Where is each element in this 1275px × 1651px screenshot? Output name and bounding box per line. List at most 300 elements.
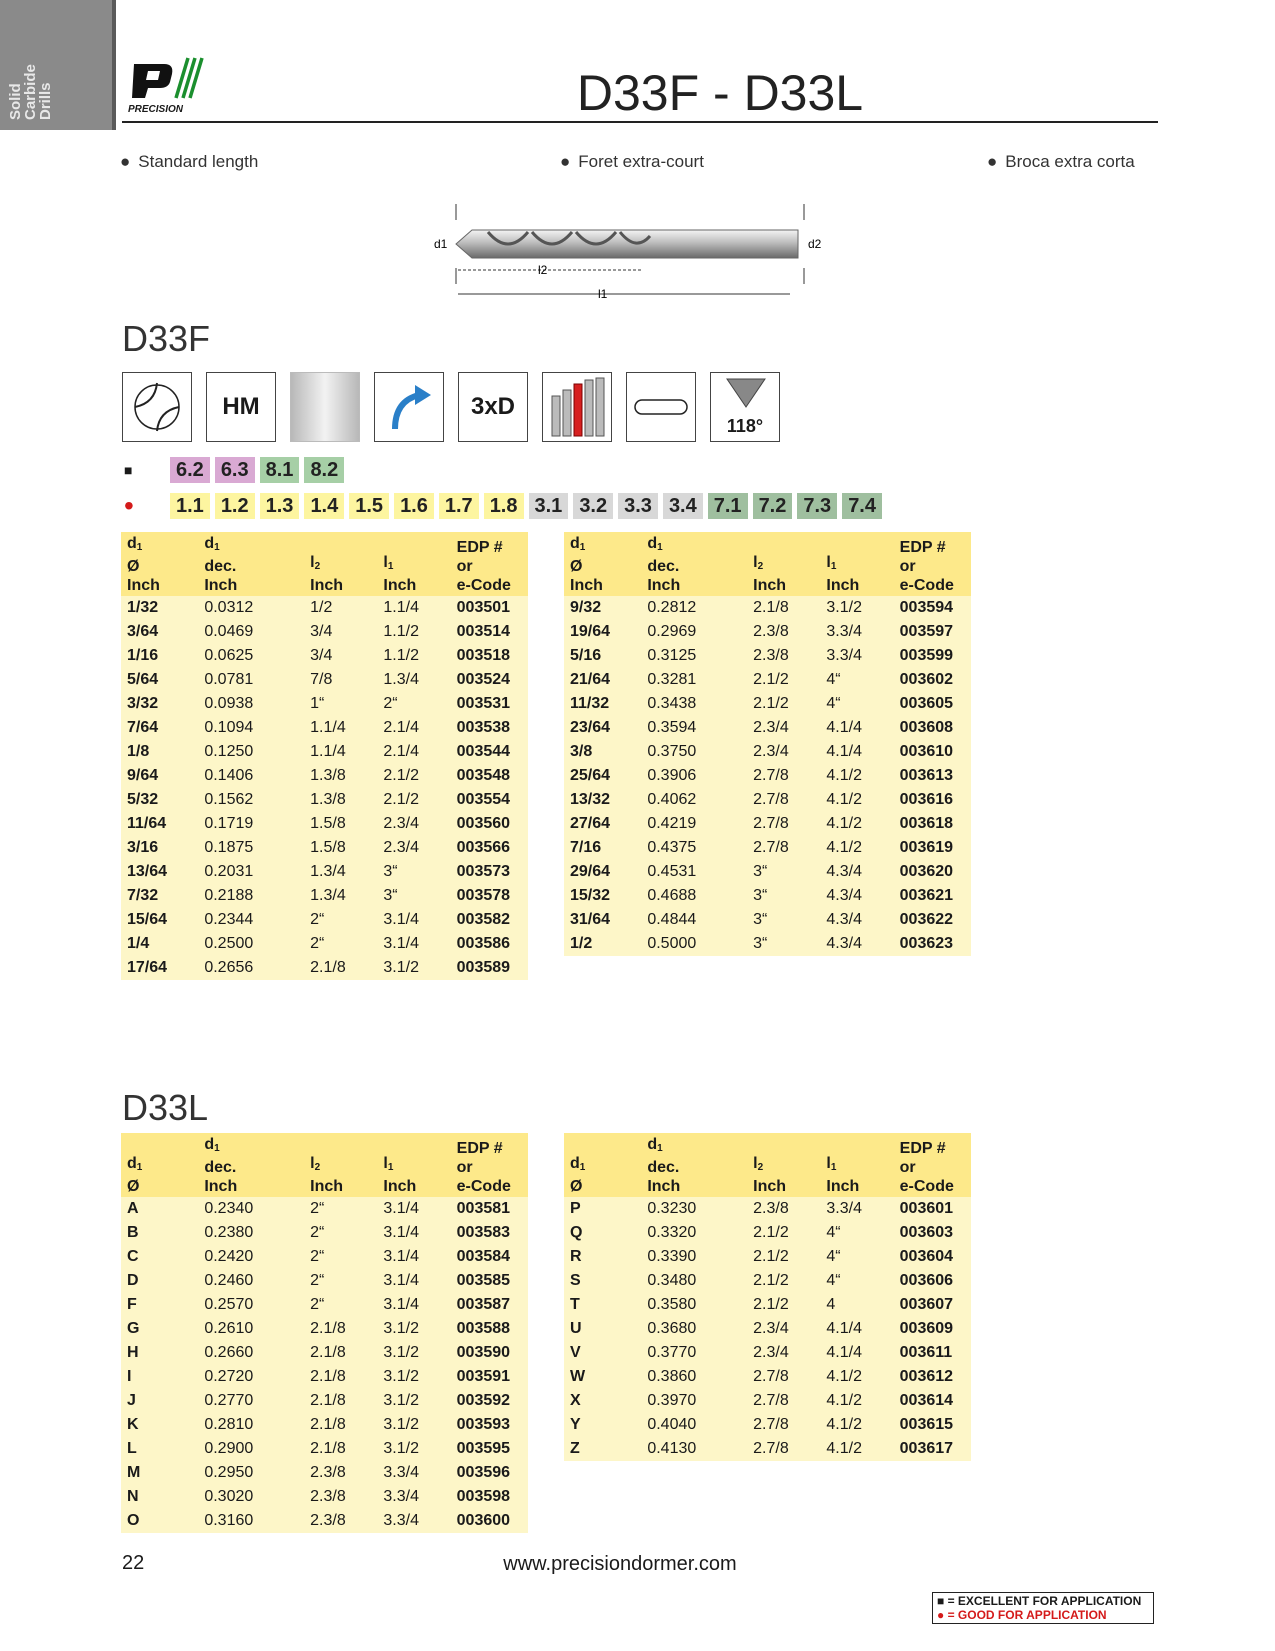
- table-cell: Z: [564, 1437, 641, 1461]
- section-title-d33f: D33F: [122, 318, 211, 359]
- page-number: 22: [122, 1552, 145, 1574]
- table-cell: 2.1/2: [377, 764, 450, 788]
- table-cell: 3.1/4: [377, 1245, 450, 1269]
- table-cell: 21/64: [564, 668, 641, 692]
- l1-label: l1: [598, 287, 608, 301]
- table-cell: 0.4219: [641, 812, 747, 836]
- table-cell: 9/32: [564, 596, 641, 620]
- table-cell: 3.1/2: [377, 956, 450, 980]
- table-cell: 4.3/4: [820, 860, 893, 884]
- table-row: [121, 620, 528, 644]
- table-cell: 0.3860: [641, 1365, 747, 1389]
- table-cell: C: [121, 1245, 198, 1269]
- table-cell: 3.1/4: [377, 1221, 450, 1245]
- table-cell: 2.1/2: [747, 1221, 820, 1245]
- material-chip: 1.6: [394, 493, 434, 519]
- table-cell: 0.3906: [641, 764, 747, 788]
- table-cell: 2.3/8: [747, 1197, 820, 1221]
- table-cell: 0.4844: [641, 908, 747, 932]
- table-cell: 15/64: [121, 908, 198, 932]
- table-cell: 0.2460: [198, 1269, 304, 1293]
- header-divider: [122, 121, 1158, 123]
- table-cell: 0.2720: [198, 1365, 304, 1389]
- table-cell: 3.1/2: [820, 596, 893, 620]
- column-header: $d_1$ dec. Inch: [198, 1133, 304, 1197]
- table-cell: 4.1/2: [820, 1389, 893, 1413]
- material-chip: 1.3: [260, 493, 300, 519]
- table-cell: 0.4040: [641, 1413, 747, 1437]
- table-cell: 13/64: [121, 860, 198, 884]
- table-cell: 4.1/2: [820, 764, 893, 788]
- right-hand-spiral-icon: [374, 372, 444, 442]
- table-cell: 2.3/4: [377, 812, 450, 836]
- table-cell: 003623: [894, 932, 971, 956]
- table-cell: 3.3/4: [820, 1197, 893, 1221]
- table-cell: 0.3020: [198, 1485, 304, 1509]
- table-cell: 3/4: [304, 644, 377, 668]
- good-dot-icon: •: [124, 490, 134, 521]
- d33l-table-right: [564, 1133, 971, 1461]
- table-cell: L: [121, 1437, 198, 1461]
- table-cell: 0.2570: [198, 1293, 304, 1317]
- table-cell: O: [121, 1509, 198, 1533]
- table-cell: 1/2: [564, 932, 641, 956]
- table-cell: 2.7/8: [747, 812, 820, 836]
- table-cell: 2.1/4: [377, 716, 450, 740]
- table-cell: 003566: [451, 836, 528, 860]
- table-cell: 0.3230: [641, 1197, 747, 1221]
- table-cell: 3/8: [564, 740, 641, 764]
- table-row: [564, 812, 971, 836]
- table-cell: 2.1/2: [747, 668, 820, 692]
- table-header-row: [121, 1133, 528, 1197]
- table-row: [121, 884, 528, 908]
- table-cell: 003618: [894, 812, 971, 836]
- table-cell: 003585: [451, 1269, 528, 1293]
- table-cell: 0.3594: [641, 716, 747, 740]
- table-cell: 003604: [894, 1245, 971, 1269]
- table-cell: 003573: [451, 860, 528, 884]
- table-cell: D: [121, 1269, 198, 1293]
- table-cell: 2.3/8: [747, 644, 820, 668]
- table-cell: 0.2420: [198, 1245, 304, 1269]
- table-cell: 4.1/4: [820, 1341, 893, 1365]
- bullet-es: ● Broca extra corta: [987, 152, 1135, 171]
- table-cell: 003595: [451, 1437, 528, 1461]
- table-cell: 003524: [451, 668, 528, 692]
- table-cell: P: [564, 1197, 641, 1221]
- table-cell: 1.1/4: [377, 596, 450, 620]
- table-cell: 3.1/2: [377, 1341, 450, 1365]
- table-cell: 15/32: [564, 884, 641, 908]
- table-cell: X: [564, 1389, 641, 1413]
- table-cell: 3“: [747, 908, 820, 932]
- table-cell: 1/2: [304, 596, 377, 620]
- table-cell: 003584: [451, 1245, 528, 1269]
- table-cell: 003601: [894, 1197, 971, 1221]
- column-header: EDP # or e-Code: [451, 532, 528, 596]
- cylindrical-shank-icon: [626, 372, 696, 442]
- table-row: [121, 956, 528, 980]
- table-cell: 4.1/2: [820, 1413, 893, 1437]
- table-cell: 2.7/8: [747, 1389, 820, 1413]
- table-cell: 003583: [451, 1221, 528, 1245]
- table-cell: 003581: [451, 1197, 528, 1221]
- material-chip: 8.2: [304, 457, 344, 483]
- table-row: [121, 740, 528, 764]
- table-row: [564, 1269, 971, 1293]
- table-cell: 003588: [451, 1317, 528, 1341]
- table-cell: 0.3320: [641, 1221, 747, 1245]
- table-cell: 3.3/4: [377, 1485, 450, 1509]
- table-cell: 003609: [894, 1317, 971, 1341]
- table-cell: 2.7/8: [747, 1437, 820, 1461]
- table-cell: 4.1/2: [820, 1365, 893, 1389]
- table-cell: 0.2188: [198, 884, 304, 908]
- logo-mark-icon: [128, 56, 208, 100]
- table-cell: 003602: [894, 668, 971, 692]
- table-cell: 2.3/8: [304, 1461, 377, 1485]
- table-row: [121, 1509, 528, 1533]
- table-row: [121, 1413, 528, 1437]
- column-header: EDP # or e-Code: [894, 1133, 971, 1197]
- table-cell: 2.3/4: [747, 716, 820, 740]
- table-cell: 11/64: [121, 812, 198, 836]
- table-cell: 4.1/4: [820, 716, 893, 740]
- table-cell: 003597: [894, 620, 971, 644]
- table-cell: 2.7/8: [747, 836, 820, 860]
- table-cell: 0.2950: [198, 1461, 304, 1485]
- table-cell: 0.4130: [641, 1437, 747, 1461]
- table-cell: 2“: [304, 1197, 377, 1221]
- table-cell: 003619: [894, 836, 971, 860]
- material-chip: 3.4: [663, 493, 703, 519]
- material-chip: 3.3: [618, 493, 658, 519]
- table-cell: 1.3/4: [304, 860, 377, 884]
- table-cell: 0.3125: [641, 644, 747, 668]
- table-cell: 0.3438: [641, 692, 747, 716]
- table-cell: 0.2770: [198, 1389, 304, 1413]
- table-cell: 0.1875: [198, 836, 304, 860]
- table-cell: 003592: [451, 1389, 528, 1413]
- table-cell: 003582: [451, 908, 528, 932]
- table-cell: 003587: [451, 1293, 528, 1317]
- excellent-square-icon: ■: [124, 462, 133, 478]
- table-cell: 0.3281: [641, 668, 747, 692]
- section-side-tab: [0, 0, 116, 130]
- table-cell: 2.1/4: [377, 740, 450, 764]
- table-cell: I: [121, 1365, 198, 1389]
- table-cell: 27/64: [564, 812, 641, 836]
- table-cell: 2.1/2: [747, 1245, 820, 1269]
- table-cell: 0.2031: [198, 860, 304, 884]
- legend-box: [932, 1592, 1154, 1624]
- table-cell: 003608: [894, 716, 971, 740]
- table-row: [121, 1269, 528, 1293]
- d1-label: d1: [434, 237, 448, 251]
- table-cell: 003544: [451, 740, 528, 764]
- table-row: [121, 716, 528, 740]
- table-cell: 5/64: [121, 668, 198, 692]
- table-cell: 1.5/8: [304, 812, 377, 836]
- table-cell: 1/4: [121, 932, 198, 956]
- table-row: [564, 644, 971, 668]
- material-chip: 1.4: [304, 493, 344, 519]
- table-cell: 0.2610: [198, 1317, 304, 1341]
- material-chip: 6.2: [170, 457, 210, 483]
- table-cell: 4.1/2: [820, 1437, 893, 1461]
- page-title: D33F - D33L: [576, 65, 864, 121]
- column-header: EDP # or e-Code: [451, 1133, 528, 1197]
- table-cell: 0.4062: [641, 788, 747, 812]
- table-cell: 1.3/4: [377, 668, 450, 692]
- legend-good: ● = GOOD FOR APPLICATION: [937, 1608, 1107, 1622]
- table-cell: 003615: [894, 1413, 971, 1437]
- table-cell: 2.3/4: [747, 740, 820, 764]
- table-cell: 3.1/4: [377, 1197, 450, 1221]
- table-cell: 4.1/4: [820, 740, 893, 764]
- table-cell: 003538: [451, 716, 528, 740]
- table-cell: 3.1/4: [377, 1269, 450, 1293]
- table-header-row: [564, 532, 971, 596]
- table-cell: F: [121, 1293, 198, 1317]
- table-cell: Y: [564, 1413, 641, 1437]
- table-cell: 4“: [820, 1245, 893, 1269]
- table-cell: 0.2500: [198, 932, 304, 956]
- table-header-row: [121, 532, 528, 596]
- table-cell: 003607: [894, 1293, 971, 1317]
- table-cell: 2.1/8: [304, 956, 377, 980]
- table-cell: 0.3580: [641, 1293, 747, 1317]
- table-row: [121, 692, 528, 716]
- table-cell: 003589: [451, 956, 528, 980]
- table-cell: 003586: [451, 932, 528, 956]
- table-row: [564, 1221, 971, 1245]
- table-cell: M: [121, 1461, 198, 1485]
- table-row: [564, 1389, 971, 1413]
- table-cell: 003616: [894, 788, 971, 812]
- table-row: [121, 932, 528, 956]
- table-cell: 003554: [451, 788, 528, 812]
- table-row: [564, 932, 971, 956]
- material-chip: 3.2: [573, 493, 613, 519]
- table-cell: 9/64: [121, 764, 198, 788]
- tool-profile-icon: [122, 372, 192, 442]
- table-cell: 3.1/2: [377, 1389, 450, 1413]
- table-cell: 1.3/4: [304, 884, 377, 908]
- table-cell: 5/16: [564, 644, 641, 668]
- material-chip: 3.1: [529, 493, 569, 519]
- table-cell: 4“: [820, 1221, 893, 1245]
- table-row: [121, 1485, 528, 1509]
- point-angle-icon: 118°: [710, 372, 780, 442]
- table-cell: 2.7/8: [747, 1413, 820, 1437]
- table-cell: 11/32: [564, 692, 641, 716]
- table-cell: 003611: [894, 1341, 971, 1365]
- table-cell: 1.3/8: [304, 764, 377, 788]
- table-row: [564, 836, 971, 860]
- column-header: $d_1$ dec. Inch: [641, 532, 747, 596]
- table-cell: 2.1/2: [747, 1269, 820, 1293]
- table-cell: 3.3/4: [820, 644, 893, 668]
- table-cell: 0.2656: [198, 956, 304, 980]
- table-cell: 003600: [451, 1509, 528, 1533]
- table-cell: 4.1/2: [820, 812, 893, 836]
- table-cell: 0.0625: [198, 644, 304, 668]
- precision-logo: [128, 56, 208, 115]
- table-cell: 0.4531: [641, 860, 747, 884]
- table-cell: 1/32: [121, 596, 198, 620]
- table-cell: 2“: [377, 692, 450, 716]
- table-cell: 003599: [894, 644, 971, 668]
- table-cell: 1/16: [121, 644, 198, 668]
- excellent-materials-row: [124, 457, 349, 483]
- table-cell: 1“: [304, 692, 377, 716]
- table-row: [121, 644, 528, 668]
- table-cell: 1.1/4: [304, 716, 377, 740]
- table-cell: 0.3970: [641, 1389, 747, 1413]
- table-cell: 23/64: [564, 716, 641, 740]
- table-row: [121, 1197, 528, 1221]
- material-chip: 7.1: [708, 493, 748, 519]
- table-cell: 003612: [894, 1365, 971, 1389]
- table-cell: 3“: [377, 884, 450, 908]
- column-header: $l_1$ Inch: [377, 1133, 450, 1197]
- table-cell: 0.4688: [641, 884, 747, 908]
- table-cell: 3/64: [121, 620, 198, 644]
- material-chip: 7.2: [753, 493, 793, 519]
- table-cell: 003531: [451, 692, 528, 716]
- table-cell: 3.1/4: [377, 1293, 450, 1317]
- footer-url[interactable]: www.precisiondormer.com: [503, 1553, 737, 1575]
- column-header: $l_1$ Inch: [820, 532, 893, 596]
- table-cell: 003514: [451, 620, 528, 644]
- table-cell: 0.2340: [198, 1197, 304, 1221]
- table-cell: 0.3750: [641, 740, 747, 764]
- hm-icon: HM: [206, 372, 276, 442]
- table-cell: 0.2969: [641, 620, 747, 644]
- table-row: [121, 668, 528, 692]
- table-cell: 3/32: [121, 692, 198, 716]
- side-tab-label: Solid Carbide Drills: [7, 64, 54, 120]
- table-cell: W: [564, 1365, 641, 1389]
- table-cell: 003620: [894, 860, 971, 884]
- section-title-d33l: D33L: [122, 1087, 209, 1128]
- table-cell: 0.3770: [641, 1341, 747, 1365]
- material-chip: 1.7: [439, 493, 479, 519]
- table-row: [121, 1245, 528, 1269]
- table-cell: 17/64: [121, 956, 198, 980]
- table-cell: 2.3/8: [304, 1485, 377, 1509]
- table-cell: 7/32: [121, 884, 198, 908]
- table-cell: T: [564, 1293, 641, 1317]
- table-cell: 0.0781: [198, 668, 304, 692]
- table-cell: 003548: [451, 764, 528, 788]
- table-cell: 2.3/4: [377, 836, 450, 860]
- table-cell: 003593: [451, 1413, 528, 1437]
- table-cell: 0.2344: [198, 908, 304, 932]
- table-cell: 0.5000: [641, 932, 747, 956]
- table-cell: 2.1/2: [747, 1293, 820, 1317]
- table-row: [564, 860, 971, 884]
- table-cell: 0.1250: [198, 740, 304, 764]
- table-row: [121, 1389, 528, 1413]
- table-cell: 2.1/8: [304, 1341, 377, 1365]
- table-cell: J: [121, 1389, 198, 1413]
- table-cell: 4“: [820, 1269, 893, 1293]
- table-row: [121, 1461, 528, 1485]
- table-row: [121, 908, 528, 932]
- table-cell: 0.2900: [198, 1437, 304, 1461]
- table-cell: 003598: [451, 1485, 528, 1509]
- table-cell: 1.1/2: [377, 644, 450, 668]
- table-cell: 3.3/4: [377, 1461, 450, 1485]
- column-header: $l_2$ Inch: [747, 1133, 820, 1197]
- table-cell: 0.2810: [198, 1413, 304, 1437]
- column-header: $l_1$ Inch: [377, 532, 450, 596]
- table-cell: 7/16: [564, 836, 641, 860]
- table-cell: 003501: [451, 596, 528, 620]
- table-cell: 0.0312: [198, 596, 304, 620]
- table-cell: 003590: [451, 1341, 528, 1365]
- brand-name: PRECISION: [128, 104, 184, 115]
- table-cell: 0.3680: [641, 1317, 747, 1341]
- table-cell: 3.1/2: [377, 1413, 450, 1437]
- table-row: [121, 1221, 528, 1245]
- drill-illustration: [428, 196, 828, 320]
- d2-label: d2: [808, 237, 822, 251]
- material-chip: 7.4: [842, 493, 882, 519]
- table-row: [564, 788, 971, 812]
- column-header: $l_2$ Inch: [304, 1133, 377, 1197]
- table-cell: 2.3/4: [747, 1317, 820, 1341]
- table-cell: 0.2812: [641, 596, 747, 620]
- table-cell: 003617: [894, 1437, 971, 1461]
- table-cell: 4.1/2: [820, 836, 893, 860]
- material-chip: 1.8: [484, 493, 524, 519]
- table-cell: 003594: [894, 596, 971, 620]
- material-chip: 6.3: [215, 457, 255, 483]
- table-row: [564, 1197, 971, 1221]
- table-row: [121, 1437, 528, 1461]
- table-cell: 4.1/2: [820, 788, 893, 812]
- table-row: [121, 1365, 528, 1389]
- table-cell: 3.1/2: [377, 1317, 450, 1341]
- table-cell: 4.3/4: [820, 932, 893, 956]
- table-cell: K: [121, 1413, 198, 1437]
- column-header: $d_1$ Ø: [121, 1133, 198, 1197]
- table-cell: 2.7/8: [747, 764, 820, 788]
- table-row: [121, 1317, 528, 1341]
- table-cell: 3“: [747, 884, 820, 908]
- table-cell: 2“: [304, 932, 377, 956]
- table-cell: 4.1/4: [820, 1317, 893, 1341]
- table-row: [564, 1365, 971, 1389]
- table-cell: 3.1/2: [377, 1437, 450, 1461]
- table-row: [121, 788, 528, 812]
- table-row: [121, 1293, 528, 1317]
- table-cell: Q: [564, 1221, 641, 1245]
- table-cell: 3/4: [304, 620, 377, 644]
- table-cell: 003518: [451, 644, 528, 668]
- drill-dimension-diagram: [428, 196, 828, 320]
- table-cell: 3.3/4: [377, 1509, 450, 1533]
- table-cell: 003622: [894, 908, 971, 932]
- table-cell: 3“: [377, 860, 450, 884]
- table-cell: 0.0938: [198, 692, 304, 716]
- table-row: [564, 668, 971, 692]
- material-chip: 7.3: [797, 493, 837, 519]
